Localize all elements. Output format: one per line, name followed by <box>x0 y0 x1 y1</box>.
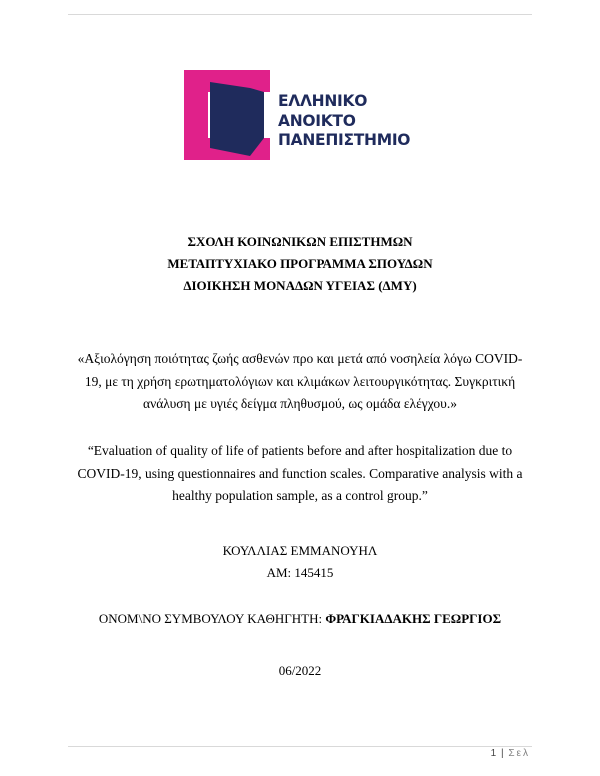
logo-line-1: ΕΛΛΗΝΙΚΟ <box>278 92 368 110</box>
page-label: Σελ <box>508 748 530 759</box>
university-logo <box>184 70 424 160</box>
supervisor-name: ΦΡΑΓΚΙΑΔΑΚΗΣ ΓΕΩΡΓΙΟΣ <box>325 611 502 626</box>
footer-rule <box>68 746 532 747</box>
header-rule <box>68 14 532 15</box>
supervisor-line <box>60 609 540 629</box>
thesis-title-english <box>64 440 536 508</box>
thesis-title-greek-line: 19, με τη χρήση ερωτηματολόγιων και κλιμάκων λειτουργικότητας. Συγκριτική <box>84 373 516 389</box>
school-heading <box>60 231 540 297</box>
thesis-title-english-line: COVID-19, using questionnaires and function scales. Comparative analysis with a <box>77 465 523 481</box>
page-separator: | <box>500 748 504 759</box>
course-name: ΔΙΟΙΚΗΣΗ ΜΟΝΑΔΩΝ ΥΓΕΙΑΣ (ΔΜΥ) <box>183 278 417 293</box>
logo-line-3: ΠΑΝΕΠΙΣΤΗΜΙΟ <box>278 131 411 149</box>
supervisor-label: ΟΝΟΜ\ΝΟ ΣΥΜΒΟΥΛΟΥ ΚΑΘΗΓΗΤΗ: <box>98 611 326 626</box>
school-name: ΣΧΟΛΗ ΚΟΙΝΩΝΙΚΩΝ ΕΠΙΣΤΗΜΩΝ <box>187 234 413 249</box>
thesis-title-english-line: healthy population sample, as a control group.” <box>172 488 428 503</box>
logo-wordmark <box>278 92 410 151</box>
author-name: ΚΟΥΛΛΙΑΣ ΕΜΜΑΝΟΥΗΛ <box>222 543 378 558</box>
program-name: ΜΕΤΑΠΤΥΧΙΑΚΟ ΠΡΟΓΡΑΜΜΑ ΣΠΟΥΔΩΝ <box>167 256 433 271</box>
thesis-title-greek-line: «Αξιολόγηση ποιότητας ζωής ασθενών προ και μετά από νοσηλεία λόγω COVID- <box>77 351 523 366</box>
logo-line-2: ΑΝΟΙΚΤΟ <box>278 111 356 130</box>
submission-date: 06/2022 <box>278 663 322 678</box>
student-id: ΑΜ: 145415 <box>266 565 334 580</box>
page-footer <box>491 748 530 759</box>
thesis-title-greek-line: ανάλυση με υγιές δείγμα πληθυσμού, ως ομάδα ελέγχου.» <box>143 396 457 411</box>
page-number: 1 <box>490 748 497 759</box>
thesis-title-english-line: “Evaluation of quality of life of patients before and after hospitalization due to <box>87 443 513 458</box>
thesis-title-greek <box>64 348 536 416</box>
logo-emblem-icon <box>184 70 270 160</box>
